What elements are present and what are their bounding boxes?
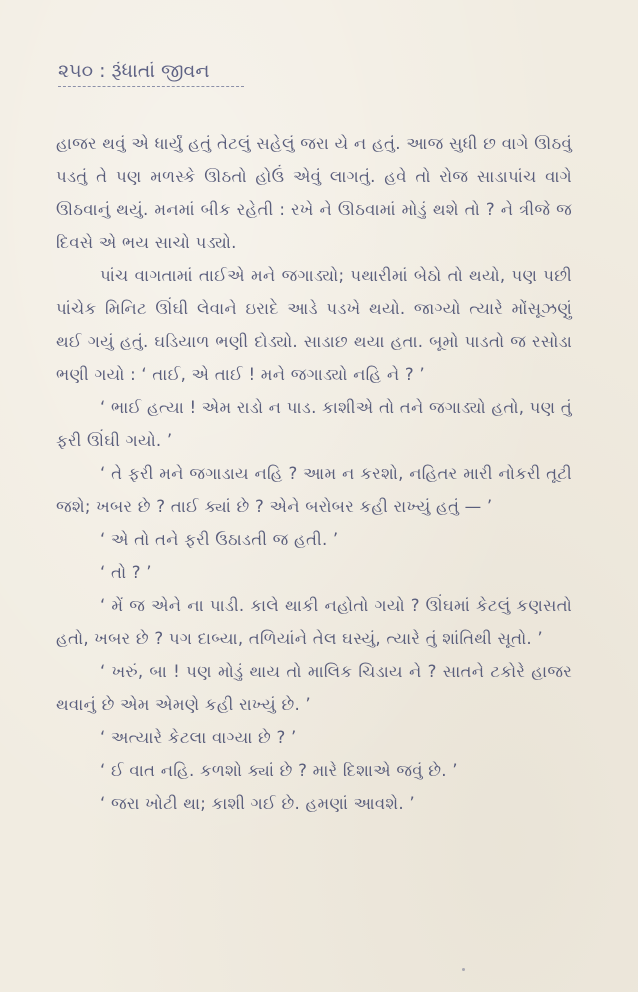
paragraph-4: ‘ તે ફરી મને જગાડાય નહિ ? આમ ન કરશો, નહિતર મારી નોકરી તૂટી જશે; ખબર છે ? તાઈ ક્યાં છે ? એને બરોબર કહી રાખ્યું હતું — ’	[56, 464, 572, 516]
running-header	[58, 58, 244, 93]
paper-speck	[448, 474, 451, 477]
running-header-text: ૨૫૦ : રૂંધાતાં જીવન	[58, 60, 210, 82]
page-body	[56, 127, 572, 820]
header-underline	[58, 86, 244, 87]
paragraph-3: ‘ ભાઈ હત્યા ! એમ રાડો ન પાડ. કાશીએ તો તને જગાડ્યો હતો, પણ તું ફરી ઊંઘી ગયો. ’	[56, 398, 572, 450]
paragraph-7: ‘ મેં જ એને ના પાડી. કાલે થાકી નહોતો ગયો ? ઊંઘમાં કેટલું કણસતો હતો, ખબર છે ? પગ દાબ્યા, તળિયાંને તેલ ઘસ્યું, ત્યારે તું શાંતિથી સૂતો. ’	[56, 596, 572, 648]
paragraph-6: ‘ તો ? ’	[100, 563, 152, 582]
paragraph-8: ‘ ખરું, બા ! પણ મોડું થાય તો માલિક ચિડાય ને ? સાતને ટકોરે હાજર થવાનું છે એમ એમણે કહી રાખ્યું છે. ’	[56, 662, 572, 714]
paragraph-5: ‘ એ તો તને ફરી ઉઠાડતી જ હતી. ’	[100, 530, 339, 549]
paragraph-10: ‘ ઈ વાત નહિ. કળશો ક્યાં છે ? મારે દિશાએ જવું છે. ’	[100, 761, 458, 780]
paragraph-11: ‘ જરા ખોટી થા; કાશી ગઈ છે. હમણાં આવશે. ’	[100, 794, 415, 813]
paragraph-9: ‘ અત્યારે કેટલા વાગ્યા છે ? ’	[100, 728, 297, 747]
paragraph-1: હાજર થવું એ ધાર્યું હતું તેટલું સહેલું જરા યે ન હતું. આજ સુધી છ વાગે ઊઠવું પડતું તે પણ મળસ્કે ઊઠતો હોઉં એવું લાગતું. હવે તો રોજ સાડાપાંચ વાગે ઊઠવાનું થયું. મનમાં બીક રહેતી : રખે ને ઊઠવામાં મોડું થશે તો ? ને ત્રીજે જ દિવસે એ ભય સાચો પડ્યો.	[56, 134, 572, 252]
paragraph-2: પાંચ વાગતામાં તાઈએ મને જગાડ્યો; પથારીમાં બેઠો તો થયો, પણ પછી પાંચેક મિનિટ ઊંઘી લેવાને ઇરાદે આડે પડખે થયો. જાગ્યો ત્યારે મોંસૂઝણું થઈ ગયું હતું. ઘડિયાળ ભણી દોડ્યો. સાડાછ થયા હતા. બૂમો પાડતો જ રસોડા ભણી ગયો : ‘ તાઈ, એ તાઈ ! મને જગાડ્યો નહિ ને ? ’	[56, 266, 572, 384]
paper-speck	[462, 968, 465, 971]
